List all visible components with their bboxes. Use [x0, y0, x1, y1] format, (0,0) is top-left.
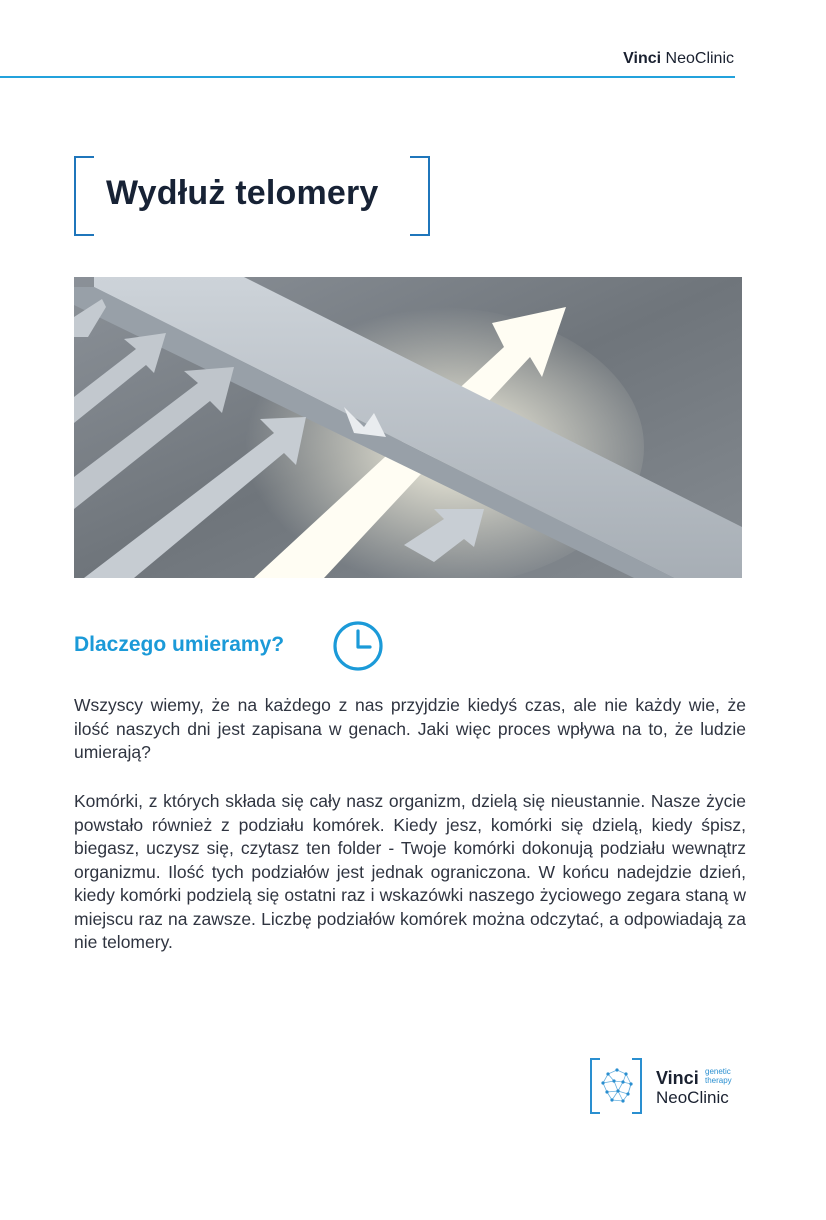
hero-image-arrows: [74, 277, 742, 578]
logo-tagline: [705, 1067, 732, 1085]
logo-neoclinic-text: NeoClinic: [656, 1088, 729, 1107]
paragraph-cells: Komórki, z których składa się cały nasz organizm, dzielą się nieustannie. Nasze życie powstało również z podziału komórek. Kiedy jesz, komórki się dzielą, kiedy śpisz, biegasz, uczysz się, czytasz ten folder - Twoje komórki dokonują podziału wewnątrz organizmu. Ilość tych podziałów jest jednak ograniczona. W końcu nadejdzie dzień, kiedy komórki podzielą się ostatni raz i wskazówki naszego życiowego zegara staną w miejscu raz na zawsze. Liczbę podziałów komórek można odczytać, a odpowiadają za nie telomery.: [74, 791, 746, 952]
title-bracket-right: [410, 156, 430, 236]
arrows-illustration: [74, 277, 742, 578]
section-subheading: Dlaczego umieramy?: [74, 633, 285, 656]
page-title: Wydłuż telomery: [106, 174, 379, 212]
title-bracket-left: [74, 156, 94, 236]
logo-bracket-right: [632, 1058, 642, 1114]
header-brand-rest: NeoClinic: [665, 50, 734, 67]
header-brand: [623, 50, 734, 68]
header-brand-bold: Vinci: [623, 50, 662, 67]
title-frame: [74, 156, 430, 236]
clock-icon: [330, 618, 386, 674]
paragraph-intro: Wszyscy wiemy, że na każdego z nas przyjdzie kiedyś czas, ale nie każdy wie, że ilość naszych dni jest zapisana w genach. Jaki więc proces wpływa na to, że ludzie umierają?: [74, 695, 746, 762]
footer-logo: [590, 1058, 750, 1116]
brain-network-icon: [597, 1064, 637, 1108]
logo-vinci-text: Vinci: [656, 1068, 699, 1088]
logo-tagline-line1: genetic: [705, 1067, 731, 1076]
header-divider: [0, 76, 735, 78]
logo-tagline-line2: therapy: [705, 1076, 732, 1085]
